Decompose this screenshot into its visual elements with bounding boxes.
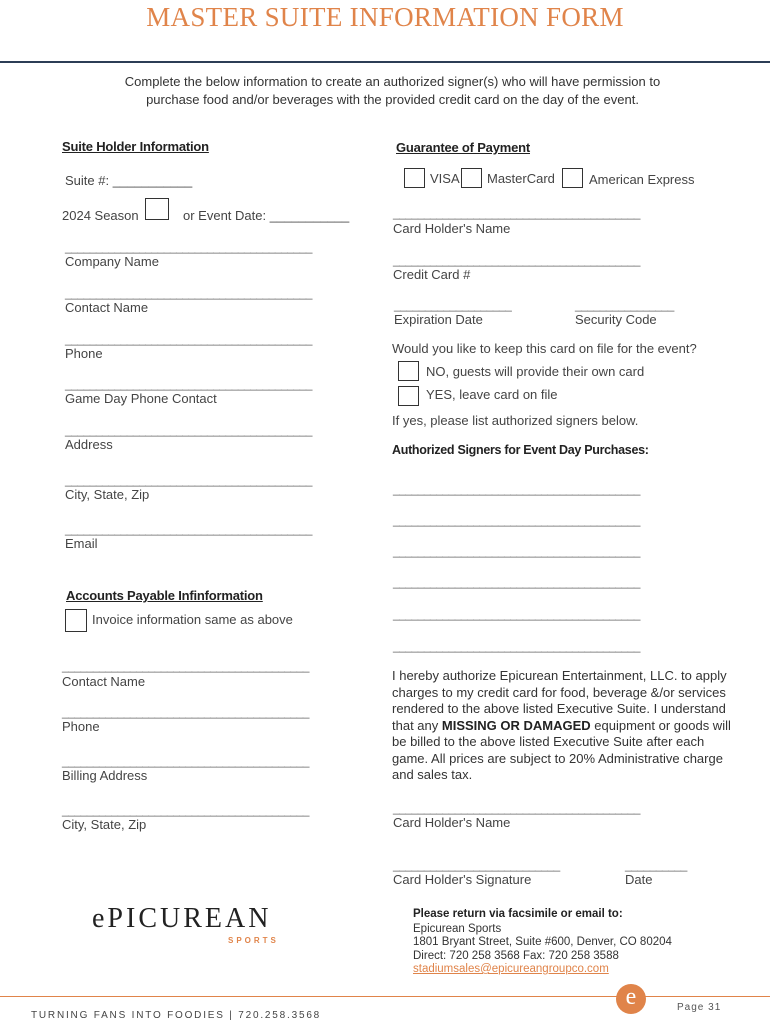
option-no-label: NO, guests will provide their own card <box>426 364 645 379</box>
security-label: Security Code <box>575 312 657 327</box>
date-line[interactable]: __________ <box>625 858 687 872</box>
expiration-line[interactable]: ___________________ <box>394 298 512 312</box>
signer-line-2[interactable]: ________________________________________ <box>393 513 640 527</box>
phone-label: Phone <box>65 346 103 361</box>
email-label: Email <box>65 536 98 551</box>
address-label: Address <box>65 437 113 452</box>
epicurean-sports-logo-text: SPORTS <box>228 936 279 945</box>
expiration-label: Expiration Date <box>394 312 483 327</box>
invoice-same-checkbox[interactable] <box>65 609 87 632</box>
ap-billing-label: Billing Address <box>62 768 148 783</box>
signers-heading: Authorized Signers for Event Day Purchases: <box>392 443 649 457</box>
company-name-line[interactable]: ________________________________________ <box>65 240 312 254</box>
authorization-text-end: equipment or goods will be billed to the above listed Executive Suite after each game. All prices are subject to 20% Administrative charge and sales tax. <box>392 717 731 782</box>
suite-holder-heading: Suite Holder Information <box>62 139 209 154</box>
return-heading: Please return via facsimile or email to: <box>413 908 623 920</box>
footer-divider <box>0 996 770 997</box>
company-name-label: Company Name <box>65 254 159 269</box>
footer-tagline: TURNING FANS INTO FOODIES | 720.258.3568 <box>31 1010 322 1021</box>
return-email-link[interactable]: stadiumsales@epicureangroupco.com <box>413 963 609 975</box>
visa-checkbox[interactable] <box>404 168 425 188</box>
city-state-zip-line[interactable]: ________________________________________ <box>65 473 312 487</box>
credit-card-line[interactable]: ________________________________________ <box>393 253 640 267</box>
auth-name-line[interactable]: ________________________________________ <box>393 801 640 815</box>
if-yes-note: If yes, please list authorized signers below. <box>392 413 639 428</box>
season-label: 2024 Season <box>62 208 139 223</box>
title-divider <box>0 61 770 63</box>
return-line-phone: Direct: 720 258 3568 Fax: 720 258 3588 <box>413 950 619 962</box>
authorization-emphasis: MISSING OR DAMAGED <box>441 717 591 733</box>
keep-card-question: Would you like to keep this card on file for the event? <box>392 341 697 356</box>
signer-line-1[interactable]: ________________________________________ <box>393 482 640 496</box>
security-line[interactable]: ________________ <box>575 298 674 312</box>
contact-name-line[interactable]: ________________________________________ <box>65 286 312 300</box>
ap-city-label: City, State, Zip <box>62 817 147 832</box>
ap-contact-line[interactable]: ________________________________________ <box>62 659 309 673</box>
page-number: Page 31 <box>677 1002 722 1013</box>
season-checkbox[interactable] <box>145 198 169 220</box>
game-day-phone-line[interactable]: ________________________________________ <box>65 377 312 391</box>
game-day-phone-label: Game Day Phone Contact <box>65 391 217 406</box>
contact-name-label: Contact Name <box>65 300 149 315</box>
return-line-address: 1801 Bryant Street, Suite #600, Denver, CO 80204 <box>413 936 672 948</box>
ap-city-line[interactable]: ________________________________________ <box>62 803 309 817</box>
ap-phone-label: Phone <box>62 719 100 734</box>
option-yes-label: YES, leave card on file <box>426 387 558 402</box>
suite-number-field[interactable]: Suite #: ___________ <box>65 173 193 188</box>
intro-text: Complete the below information to create an authorized signer(s) who will have permission to purchase food and/or beverages with the provided credit card on the day of the event. <box>124 74 661 107</box>
amex-label: American Express <box>589 172 695 187</box>
authorization-text <box>392 668 732 784</box>
auth-name-label: Card Holder's Name <box>393 815 511 830</box>
epicurean-badge-icon: e <box>616 984 646 1014</box>
address-line[interactable]: ________________________________________ <box>65 423 312 437</box>
mastercard-checkbox[interactable] <box>461 168 482 188</box>
return-line-company: Epicurean Sports <box>413 923 502 935</box>
email-line[interactable]: ________________________________________ <box>65 522 312 536</box>
card-holder-name-line[interactable]: ________________________________________ <box>393 206 640 220</box>
option-no-checkbox[interactable] <box>398 361 419 381</box>
signature-label: Card Holder's Signature <box>393 872 532 887</box>
event-date-field[interactable]: or Event Date: ___________ <box>183 208 350 223</box>
ap-billing-line[interactable]: ________________________________________ <box>62 754 309 768</box>
signer-line-4[interactable]: ________________________________________ <box>393 575 640 589</box>
signature-line[interactable]: ___________________________ <box>393 858 560 872</box>
authorization-text-start: I hereby authorize Epicurean Entertainment, LLC. to apply charges to my credit card for food, beverage &/or services rendered to the above listed Executive Suite. I understand that any <box>392 668 727 733</box>
card-holder-name-label: Card Holder's Name <box>393 221 511 236</box>
date-label: Date <box>625 872 653 887</box>
signer-line-3[interactable]: ________________________________________ <box>393 544 640 558</box>
accounts-payable-heading: Accounts Payable Infinformation <box>66 588 263 603</box>
credit-card-label: Credit Card # <box>393 267 471 282</box>
payment-heading: Guarantee of Payment <box>396 140 530 155</box>
signer-line-6[interactable]: ________________________________________ <box>393 639 640 653</box>
amex-checkbox[interactable] <box>562 168 583 188</box>
option-yes-checkbox[interactable] <box>398 386 419 406</box>
ap-contact-label: Contact Name <box>62 674 146 689</box>
visa-label: VISA <box>430 171 460 186</box>
mastercard-label: MasterCard <box>487 171 555 186</box>
ap-phone-line[interactable]: ________________________________________ <box>62 705 309 719</box>
city-state-zip-label: City, State, Zip <box>65 487 150 502</box>
signer-line-5[interactable]: ________________________________________ <box>393 607 640 621</box>
invoice-same-label: Invoice information same as above <box>92 612 293 627</box>
form-title: MASTER SUITE INFORMATION FORM <box>146 2 624 32</box>
epicurean-logo: ePICUREAN <box>92 903 272 934</box>
phone-line[interactable]: ________________________________________ <box>65 332 312 346</box>
